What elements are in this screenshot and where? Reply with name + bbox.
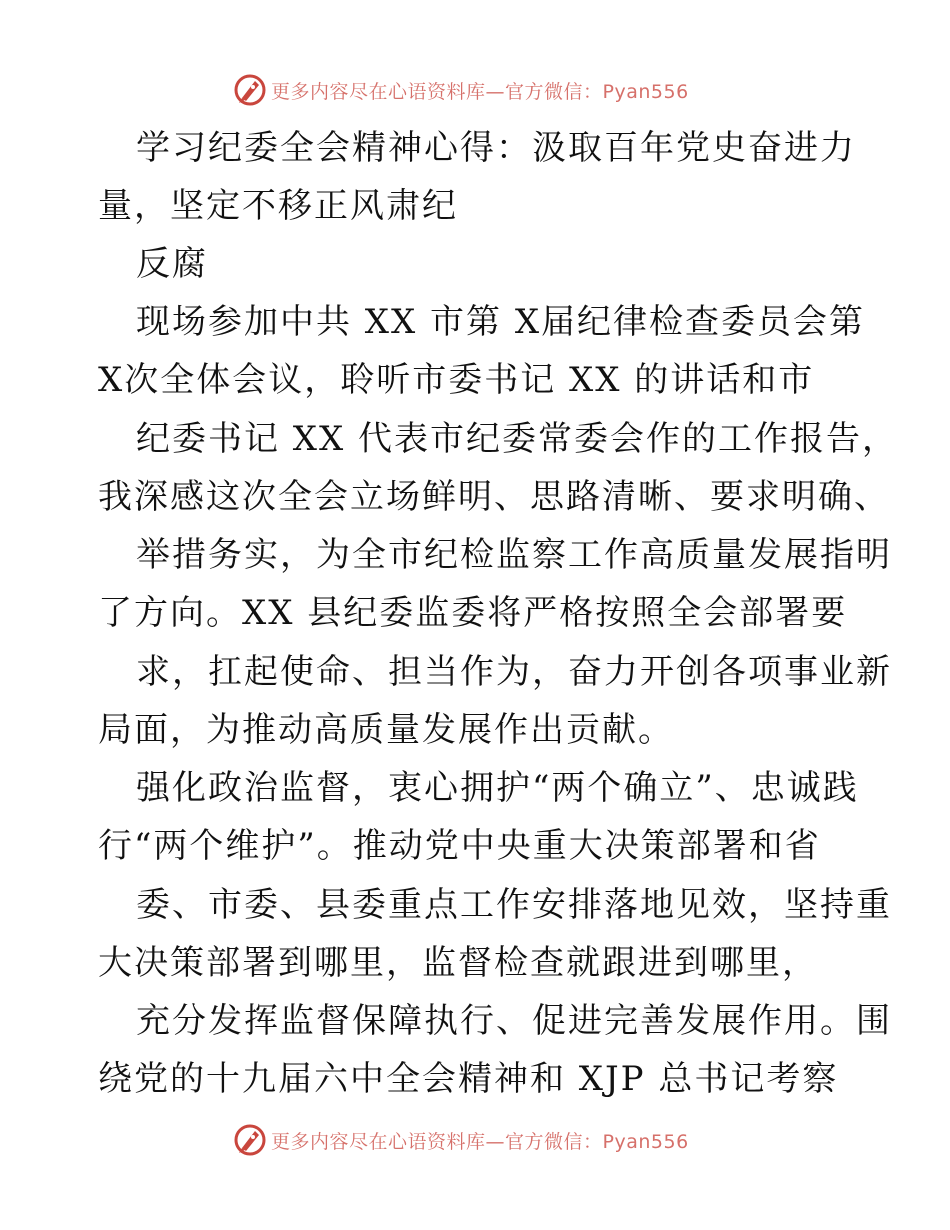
document-line: 纪委书记 XX 代表市纪委常委会作的工作报告， (136, 419, 899, 459)
document-line: 行“两个维护”。推动党中央重大决策部署和省 (98, 826, 821, 866)
document-line: 反腐 (136, 244, 208, 284)
document-line: 举措务实，为全市纪检监察工作高质量发展指明 (136, 535, 892, 575)
document-line: 充分发挥监督保障执行、促进完善发展作用。围 (136, 1001, 892, 1041)
document-line: 委、市委、县委重点工作安排落地见效，坚持重 (136, 885, 892, 925)
document-line: 强化政治监督，衷心拥护“两个确立”、忠诚践 (136, 768, 859, 808)
footer-banner (0, 1120, 950, 1160)
document-line: 求，扛起使命、担当作为，奋力开创各项事业新 (136, 652, 892, 692)
document-line: 大决策部署到哪里，监督检查就跟进到哪里， (98, 943, 818, 983)
document-line: 我深感这次全会立场鲜明、思路清晰、要求明确、 (98, 477, 890, 517)
banner-text: 更多内容尽在心语资料库—官方微信：Pyan556 (271, 80, 689, 103)
document-line: 现场参加中共 XX 市第 X届纪律检查委员会第 (136, 302, 866, 342)
document-line: 学习纪委全会精神心得：汲取百年党史奋进力 (136, 128, 856, 168)
fountain-pen-icon (233, 1123, 267, 1157)
banner-text: 更多内容尽在心语资料库—官方微信：Pyan556 (271, 1130, 689, 1153)
document-line: 量，坚定不移正风肃纪 (98, 186, 458, 226)
document-line: 绕党的十九届六中全会精神和 XJP 总书记考察 (98, 1059, 839, 1099)
document-line: X次全体会议，聆听市委书记 XX 的讲话和市 (98, 360, 815, 400)
document-line: 局面，为推动高质量发展作出贡献。 (98, 710, 674, 750)
document-line: 了方向。XX 县纪委监委将严格按照全会部署要 (98, 593, 848, 633)
